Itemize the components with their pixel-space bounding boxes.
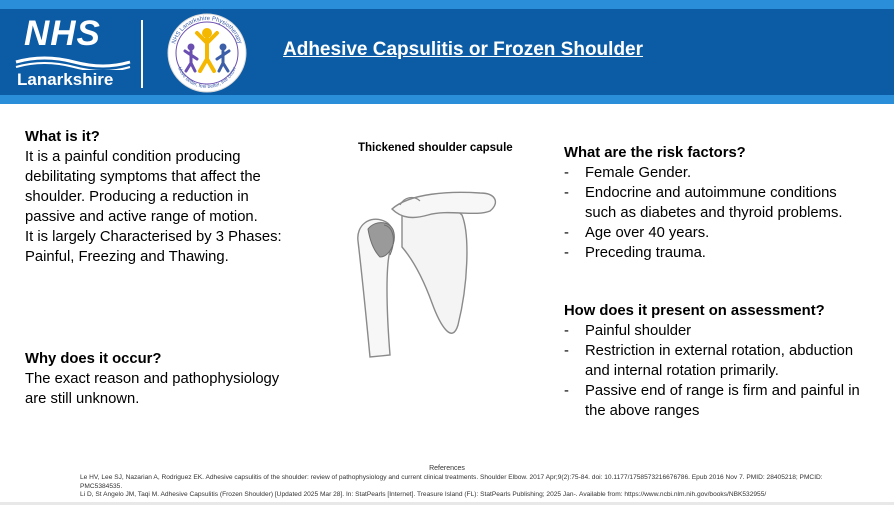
risk-factors-section — [564, 143, 864, 263]
list-item: - Female Gender. — [564, 163, 864, 183]
list-item: - Endocrine and autoimmune conditions such as diabetes and thyroid problems. — [564, 183, 864, 223]
list-item: - Preceding trauma. — [564, 243, 864, 263]
presentation-list — [564, 321, 864, 421]
physiotherapy-logo — [164, 13, 250, 93]
references-heading: References — [429, 465, 465, 472]
physio-logo-ring-text: NHS Lanarkshire Physiotherapy — [171, 15, 243, 45]
nhs-logo-region: Lanarkshire — [17, 70, 114, 89]
references-list — [80, 474, 850, 500]
what-is-it-heading: What is it? — [25, 129, 100, 145]
why-heading: Why does it occur? — [25, 351, 162, 367]
logo-divider — [141, 20, 143, 88]
figure-caption: Thickened shoulder capsule — [358, 142, 513, 154]
risk-factors-list — [564, 163, 864, 263]
physio-logo-slogan: Move better, feel better, live better — [176, 66, 238, 91]
why-section — [25, 349, 295, 409]
list-item: - Painful shoulder — [564, 321, 864, 341]
why-paragraph: The exact reason and pathophysiology are still unknown. — [25, 371, 280, 407]
presentation-heading: How does it present on assessment? — [564, 303, 825, 319]
top-stripe — [0, 0, 894, 9]
page-title: Adhesive Capsulitis or Frozen Shoulder — [283, 39, 644, 60]
list-item: - Passive end of range is firm and painful in the above ranges — [564, 381, 864, 421]
nhs-lanarkshire-logo — [10, 12, 136, 92]
presentation-section — [564, 301, 864, 421]
list-item: - Restriction in external rotation, abduction and internal rotation primarily. — [564, 341, 864, 381]
shoulder-joint-illustration-icon — [340, 175, 520, 375]
what-is-it-phases: It is largely Characterised by 3 Phases: — [25, 229, 282, 245]
physio-logo-icon — [164, 13, 250, 93]
nhs-logo-word: NHS — [24, 14, 101, 53]
what-is-it-section — [25, 127, 295, 267]
reference-item: Le HV, Lee SJ, Nazarian A, Rodriguez EK. Adhesive capsulitis of the shoulder: review of pathophysiology and current clinical treatments. Shoulder Elbow. 2017 Apr;9(2):75-84. doi: 10.1177/1758573216676786. Epub 2016 Nov 7. PMID: 28405218; PMCID: PMC5384535. — [80, 474, 823, 490]
what-is-it-paragraph: It is a painful condition producing debilitating symptoms that affect the shoulder. Producing a reduction in passive and active range of motion. — [25, 149, 261, 225]
list-item: - Age over 40 years. — [564, 223, 864, 243]
nhs-logo-swoosh-icon — [14, 56, 132, 70]
reference-item: Li D, St Angelo JM, Taqi M. Adhesive Capsulitis (Frozen Shoulder) [Updated 2025 Mar 28]. In: StatPearls [Internet]. Treasure Island (FL): StatPearls Publishing; 2025 Jan-. Available from: https://www.ncbi.nlm.nih.gov/books/NBK532955/ — [80, 491, 767, 498]
header-underline-stripe — [0, 95, 894, 104]
what-is-it-phase-names: Painful, Freezing and Thawing. — [25, 249, 229, 265]
risk-factors-heading: What are the risk factors? — [564, 145, 746, 161]
